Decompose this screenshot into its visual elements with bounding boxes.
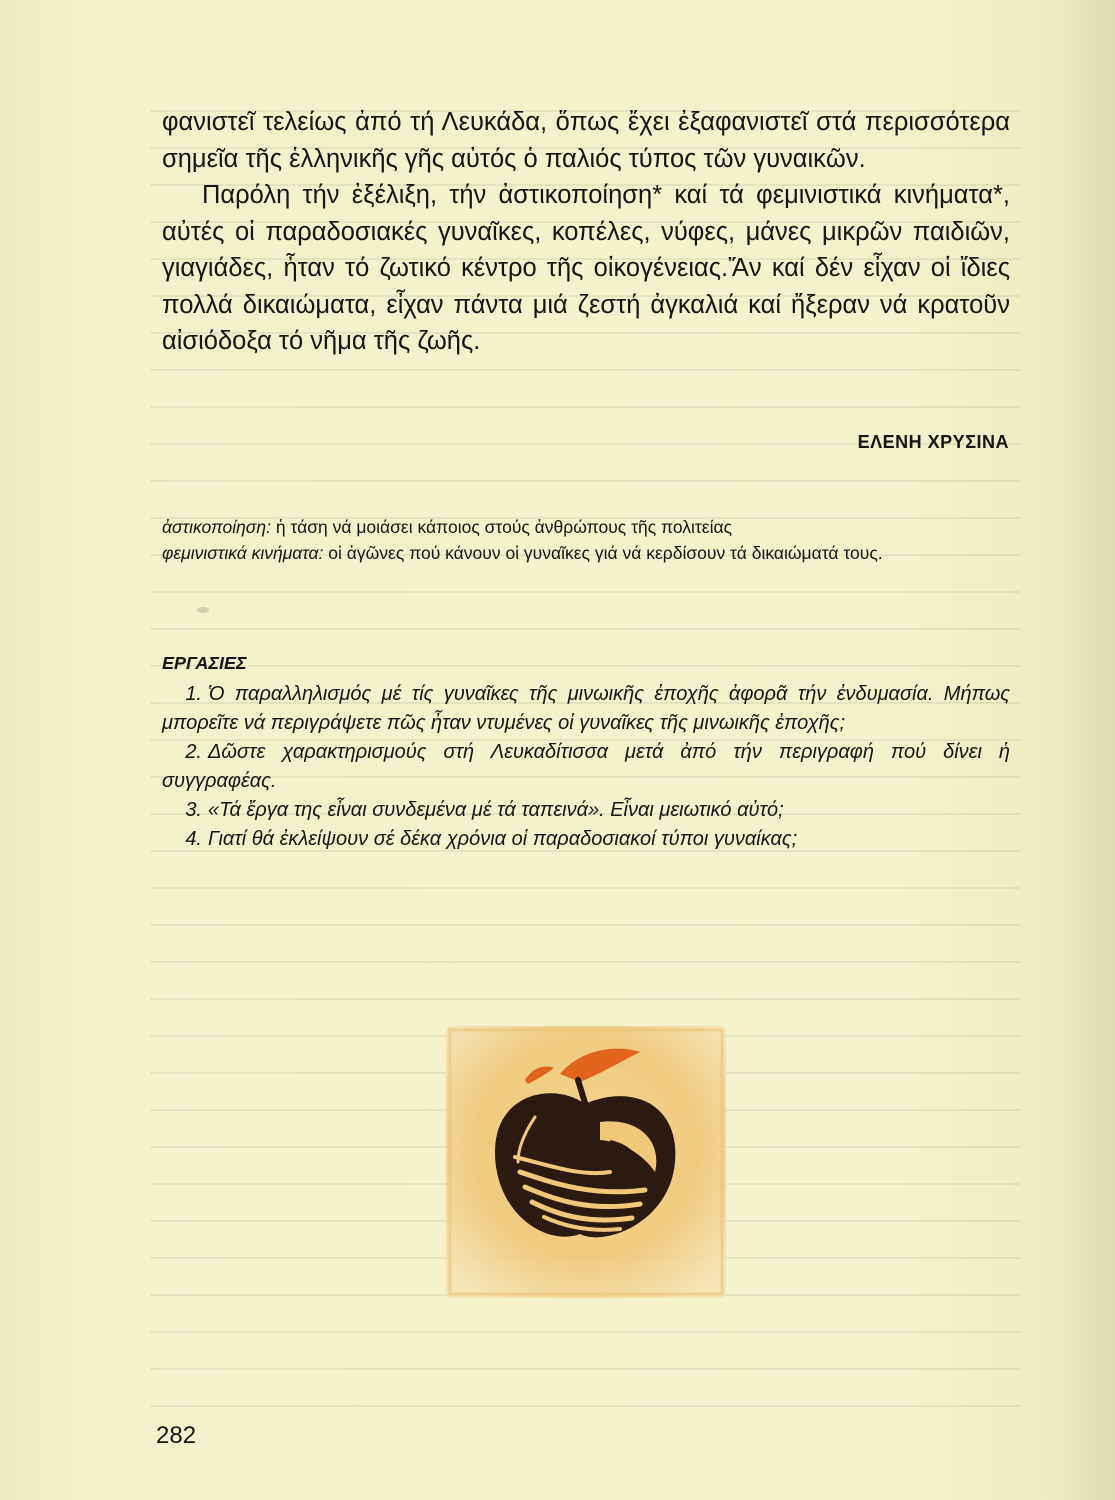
- spine-shadow: [1055, 0, 1115, 1500]
- exercise-text: «Τά ἔργα της εἶναι συνδεμένα μέ τά ταπεινά». Εἶναι μειωτικό αὐτό;: [208, 799, 784, 821]
- paragraph-1: φανιστεῖ τελείως ἀπό τή Λευκάδα, ὅπως ἔχει ἐξαφανιστεῖ στά περισσότερα σημεῖα τῆς ἑλληνικῆς γῆς αὐτός ὁ παλιός τύπος τῶν γυναικῶν.: [162, 108, 1010, 173]
- glossary-term: φεμινιστικά κινήματα:: [162, 543, 324, 563]
- glossary-definition: οἱ ἀγῶνες πού κάνουν οἱ γυναῖκες γιά νά κερδίσουν τά δικαιώματά τους.: [328, 543, 883, 563]
- exercise-number: 2.: [185, 741, 202, 763]
- exercise-item: [162, 825, 1010, 854]
- apple-woodcut-icon: [440, 1022, 730, 1302]
- exercise-number: 4.: [185, 828, 202, 850]
- exercise-item: [162, 680, 1010, 738]
- glossary: [162, 514, 1010, 566]
- exercises-section: [162, 650, 1010, 854]
- page-number: 282: [156, 1422, 197, 1449]
- exercise-item: [162, 796, 1010, 825]
- exercises-list: [162, 680, 1010, 854]
- main-text: [162, 104, 1010, 360]
- glossary-entry: [162, 514, 1010, 540]
- exercise-text: Ὁ παραλληλισμός μέ τίς γυναῖκες τῆς μινωικῆς ἐποχῆς ἀφορᾶ τήν ἐνδυμασία. Μήπως μπορεῖτε νά περιγράψετε πῶς ἦταν ντυμένες οἱ γυναῖκες τῆς μινωικῆς ἐποχῆς;: [162, 683, 1010, 734]
- exercise-item: [162, 738, 1010, 796]
- exercise-text: Δῶστε χαρακτηρισμούς στή Λευκαδίτισσα μετά ἀπό τήν περιγραφή πού δίνει ἡ συγγραφέας.: [162, 741, 1010, 792]
- glossary-entry: [162, 540, 1010, 566]
- glossary-definition: ἡ τάση νά μοιάσει κάποιος στούς ἀνθρώπους τῆς πολιτείας: [275, 517, 733, 537]
- author-name: ΕΛΕΝΗ ΧΡΥΣΙΝΑ: [857, 432, 1009, 452]
- exercise-number: 1.: [185, 683, 202, 705]
- paper-speck: [196, 606, 210, 614]
- paragraph-2: Παρόλη τήν ἐξέλιξη, τήν ἀστικοποίηση* καί τά φεμινιστικά κινήματα*, αὐτές οἱ παραδοσιακές γυναῖκες, κοπέλες, νύφες, μάνες μικρῶν παιδιῶν, γιαγιάδες, ἦταν τό ζωτικό κέντρο τῆς οἰκογένειας.Ἄν καί δέν εἶχαν οἱ ἴδιες πολλά δικαιώματα, εἶχαν πάντα μιά ζεστή ἀγκαλιά καί ἤξεραν νά κρατοῦν αἰσιόδοξα τό νῆμα τῆς ζωῆς.: [162, 181, 1010, 355]
- exercise-number: 3.: [185, 799, 202, 821]
- exercises-title: ΕΡΓΑΣΙΕΣ: [162, 653, 247, 673]
- glossary-term: ἀστικοποίηση:: [162, 517, 271, 537]
- exercise-text: Γιατί θά ἐκλείψουν σέ δέκα χρόνια οἱ παραδοσιακοί τύποι γυναίκας;: [208, 828, 798, 850]
